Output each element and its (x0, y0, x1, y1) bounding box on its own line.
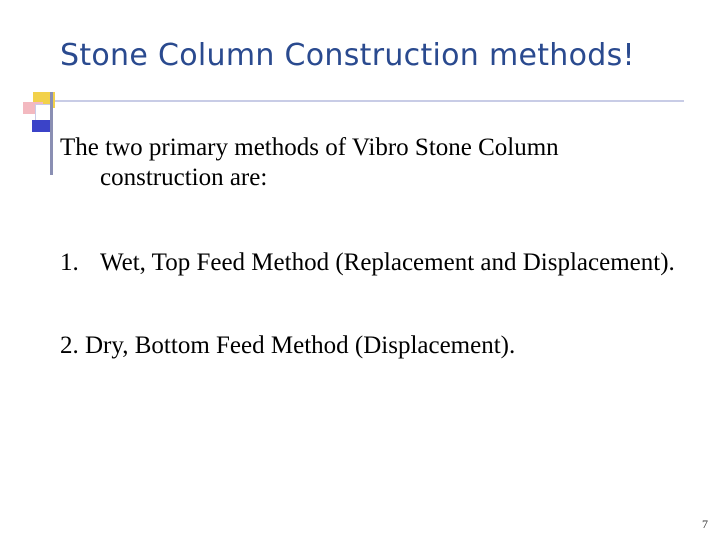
slide-body (60, 133, 680, 361)
list-item (60, 248, 680, 278)
intro-paragraph: The two primary methods of Vibro Stone Column construction are: (60, 134, 559, 191)
list-item-number: 1. (60, 249, 79, 276)
decorative-blue-square (32, 120, 50, 132)
slide-title: Stone Column Construction methods! (60, 38, 635, 73)
page-number: 7 (702, 517, 708, 531)
list-item (60, 331, 680, 361)
list-item-text: 2. Dry, Bottom Feed Method (Displacement). (60, 332, 516, 359)
title-underline (42, 100, 684, 102)
decorative-vertical-line (50, 92, 53, 175)
list-item-text: Wet, Top Feed Method (Replacement and Displacement). (100, 249, 675, 276)
